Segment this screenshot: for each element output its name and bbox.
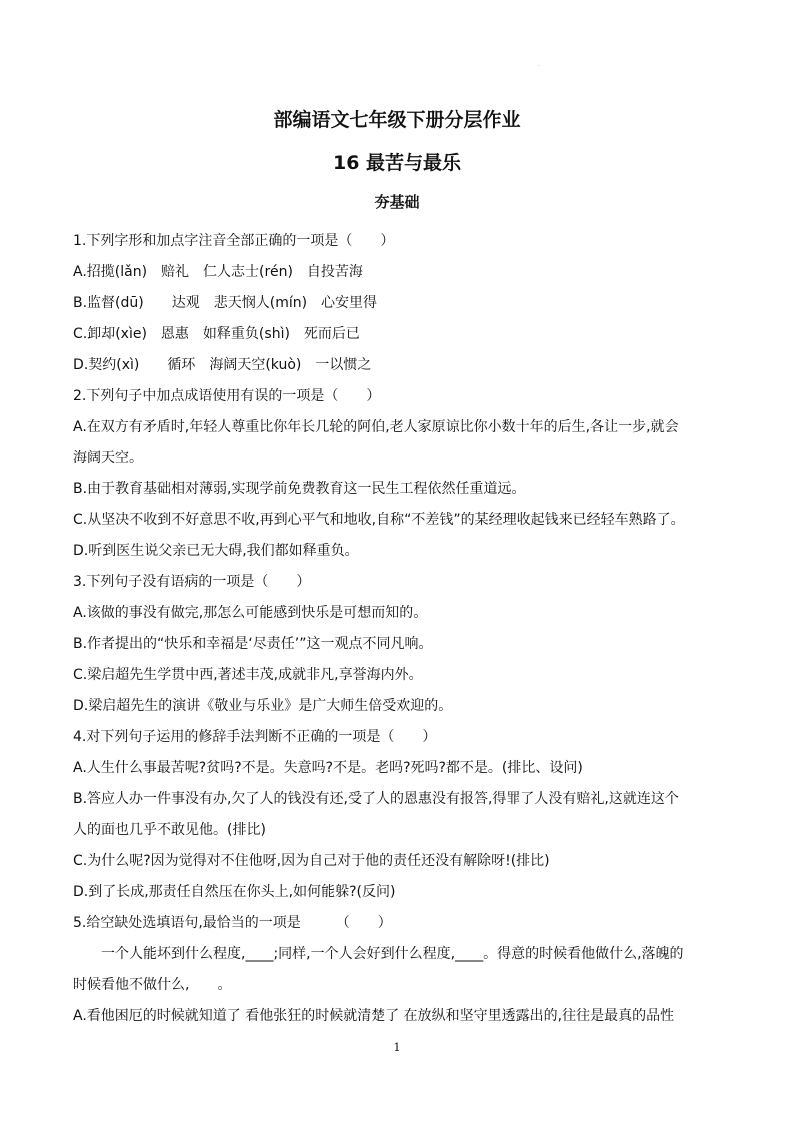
text-line: 2.下列句子中加点成语使用有误的一项是（ ） [73, 388, 381, 404]
text-line: 海阔天空。 [73, 450, 143, 466]
text-line: 5.给空缺处选填语句,最恰当的一项是 （ ） [73, 915, 392, 931]
text-line: D.契约(xì) 循环 海阔天空(kuò) 一以惯之 [73, 357, 372, 373]
text-line: 4.对下列句子运用的修辞手法判断不正确的一项是（ ） [73, 729, 437, 745]
text-line: A.看他困厄的时候就知道了 看他张狂的时候就清楚了 在放纵和坚守里透露出的,往往是最真的品性 [73, 1008, 675, 1024]
text-line: D.到了长成,那责任自然压在你头上,如何能躲?(反问) [73, 884, 396, 900]
text-line: 1.下列字形和加点字注音全部正确的一项是（ ） [73, 233, 395, 249]
section-heading: 夯基础 [374, 193, 420, 211]
text-line: C.为什么呢?因为觉得对不住他呀,因为自己对于他的责任还没有解除呀!(排比) [73, 853, 550, 869]
text-line: D.听到医生说父亲已无大碍,我们都如释重负。 [73, 543, 359, 559]
text-line: C.梁启超先生学贯中西,著述丰茂,成就非凡,享誉海内外。 [73, 667, 423, 683]
text-line: B.作者提出的“快乐和幸福是‘尽责任’”这一观点不同凡响。 [73, 636, 433, 652]
text-line: B.答应人办一件事没有办,欠了人的钱没有还,受了人的恩惠没有报答,得罪了人没有赔礼,这就连这个 [73, 791, 679, 807]
text-line: C.从坚决不收到不好意思不收,再到心平气和地收,自称“不差钱”的某经理收起钱来已经轻车熟路了。 [73, 512, 685, 528]
header-mark: · [538, 63, 540, 70]
text-line: A.该做的事没有做完,那怎么可能感到快乐是可想而知的。 [73, 605, 428, 621]
text-line: A.在双方有矛盾时,年轻人尊重比你年长几轮的阿伯,老人家原谅比你小数十年的后生,各让一步,就会 [73, 419, 679, 435]
text-line: C.卸却(xìe) 恩惠 如释重负(shì) 死而后已 [73, 326, 360, 342]
text-line: A.招揽(lǎn) 赔礼 仁人志士(rén) 自投苦海 [73, 264, 363, 280]
document-title: 部编语文七年级下册分层作业 [273, 109, 521, 131]
text-line: B.由于教育基础相对薄弱,实现学前免费教育这一民生工程依然任重道远。 [73, 481, 526, 497]
lesson-title: 16 最苦与最乐 [332, 152, 462, 174]
text-line: 一个人能坏到什么程度,____;同样,一个人会好到什么程度,____。得意的时候看他做什么,落魄的 [101, 946, 684, 962]
text-line: 时候看他不做什么, 。 [73, 977, 232, 993]
text-line: A.人生什么事最苦呢?贫吗?不是。失意吗?不是。老吗?死吗?都不是。(排比、设问) [73, 760, 583, 776]
text-line: 人的面也几乎不敢见他。(排比) [73, 822, 266, 838]
text-line: B.监督(dū) 达观 悲天悯人(mín) 心安里得 [73, 295, 378, 311]
text-line: D.梁启超先生的演讲《敬业与乐业》是广大师生倍受欢迎的。 [73, 698, 453, 714]
text-line: 3.下列句子没有语病的一项是（ ） [73, 574, 311, 590]
page-number: 1 [393, 1041, 401, 1054]
question-body [73, 226, 733, 1032]
